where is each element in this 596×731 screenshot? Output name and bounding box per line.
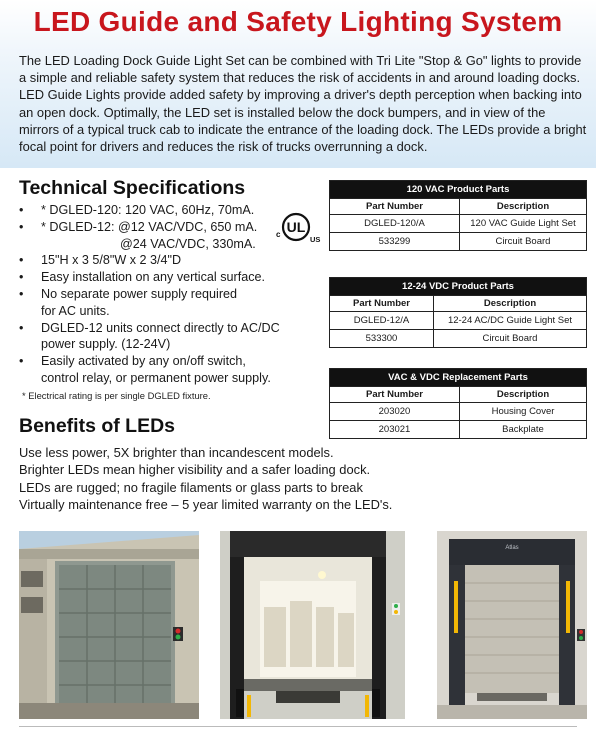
description-cell: 12-24 AC/DC Guide Light Set <box>447 315 573 326</box>
part-number-cell: DGLED-120/A <box>330 215 460 232</box>
benefit-line: LEDs are rugged; no fragile filaments or glass parts to break <box>19 479 363 495</box>
description-cell: Circuit Board <box>495 236 551 247</box>
column-header-description: Description <box>496 201 550 212</box>
photo-open-loading-dock <box>220 531 405 719</box>
column-header-description: Description <box>483 298 537 309</box>
description-cell: 120 VAC Guide Light Set <box>470 218 576 229</box>
parts-table-120vac <box>329 180 587 251</box>
table-row <box>330 402 586 420</box>
spec-item: • * DGLED-12: @12 VAC/VDC, 650 mA. <box>19 219 258 234</box>
spec-item: • Easy installation on any vertical surface. <box>19 270 266 285</box>
parts-table-replacement <box>329 368 587 439</box>
table-caption: VAC & VDC Replacement Parts <box>330 369 586 386</box>
ul-listed-logo <box>272 211 324 245</box>
table-row <box>330 232 586 250</box>
table-row <box>330 214 586 232</box>
benefit-line: Use less power, 5X brighter than incandescent models. <box>19 445 334 460</box>
column-header-part-number: Part Number <box>330 387 460 402</box>
table-row <box>330 420 586 438</box>
table-header-row <box>330 386 586 402</box>
benefit-line: Virtually maintenance free – 5 year limited warranty on the LED's. <box>19 497 393 513</box>
part-number-cell: DGLED-12/A <box>330 312 434 329</box>
tech-specs-heading: Technical Specifications <box>19 177 246 199</box>
column-header-part-number: Part Number <box>330 199 460 214</box>
part-number-cell: 533300 <box>330 330 434 347</box>
spec-item: • * DGLED-120: 120 VAC, 60Hz, 70mA. <box>19 203 255 217</box>
table-caption: 120 VAC Product Parts <box>330 181 586 198</box>
spec-item: • DGLED-12 units connect directly to AC/DC <box>19 320 280 335</box>
spec-item-continued: control relay, or permanent power supply. <box>41 370 271 385</box>
part-number-cell: 533299 <box>330 233 460 250</box>
parts-table-12-24vdc <box>329 277 587 348</box>
description-cell: Housing Cover <box>491 406 555 417</box>
part-number-cell: 203020 <box>330 403 460 420</box>
benefits-heading: Benefits of LEDs <box>19 415 176 437</box>
photo-building-dock-door <box>19 531 199 719</box>
svg-text:US: US <box>310 235 321 244</box>
table-header-row <box>330 198 586 214</box>
column-header-description: Description <box>496 389 550 400</box>
description-cell: Circuit Board <box>482 333 538 344</box>
photo-closed-dock-shelter <box>437 531 587 719</box>
benefits-list <box>19 444 579 514</box>
svg-text:c: c <box>276 230 281 239</box>
table-header-row <box>330 295 586 311</box>
electrical-rating-note: * Electrical rating is per single DGLED fixture. <box>22 390 211 401</box>
spec-item: • 15"H x 3 5/8"W x 2 3/4"D <box>19 253 182 268</box>
page-title: LED Guide and Safety Lighting System <box>33 6 563 37</box>
table-row <box>330 311 586 329</box>
spec-item-continued: @24 VAC/VDC, 330mA. <box>120 236 256 251</box>
intro-paragraph: The LED Loading Dock Guide Light Set can be combined with Tri Lite "Stop & Go" lights to provide a simple and reliable safety system that reduces the risk of accidents in and around loading docks. LED Guide Lights provide added safety by improving a driver's depth perception when backing into an open dock. Optimally, the LED set is installed below the dock bumpers, and in view of the mirrors of a typical truck cab to indicate the entrance of the loading dock. The LEDs provide a bright focal point for drivers and reduces the risk of trucks overrunning a dock. <box>19 53 587 155</box>
benefit-line: Brighter LEDs mean higher visibility and a safer loading dock. <box>19 462 371 478</box>
spec-item-continued: power supply. (12-24V) <box>41 337 171 352</box>
part-number-cell: 203021 <box>330 421 460 438</box>
spec-item: • No separate power supply required <box>19 286 238 301</box>
description-cell: Backplate <box>502 424 544 435</box>
column-header-part-number: Part Number <box>330 296 434 311</box>
table-caption: 12-24 VDC Product Parts <box>330 278 586 295</box>
svg-text:UL: UL <box>286 219 306 235</box>
table-row <box>330 329 586 347</box>
shelter-brand-text: Atlas <box>505 545 519 551</box>
footer-rule <box>19 726 577 727</box>
spec-item-continued: for AC units. <box>41 303 110 318</box>
spec-item: • Easily activated by any on/off switch, <box>19 354 246 369</box>
